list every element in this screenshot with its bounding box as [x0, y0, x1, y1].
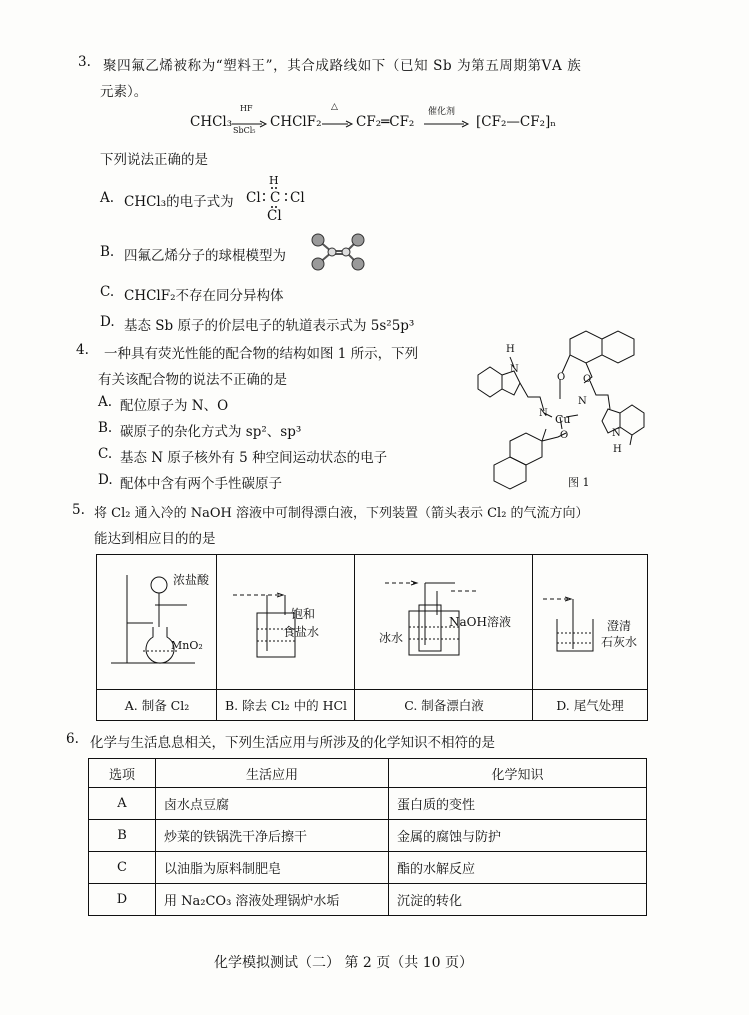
table-cell: 沉淀的转化	[389, 884, 647, 916]
label-limewater: 石灰水	[601, 635, 638, 649]
q3-stem-line2: 元素）。	[100, 84, 148, 100]
q4-option-c-text: 基态 N 原子核外有 5 种空间运动状态的电子	[120, 450, 388, 466]
label-salt-water: 食盐水	[283, 625, 320, 639]
q3-option-d-text: 基态 Sb 原子的价层电子的轨道表示式为 5s²5p³	[124, 318, 415, 334]
ef-c: C	[270, 190, 281, 206]
q4-option-a-text: 配位原子为 N、O	[120, 398, 229, 414]
table-cell: B	[89, 820, 156, 852]
complex-structure-figure	[470, 325, 670, 495]
table-header-row	[89, 759, 647, 788]
caption-b: B. 除去 Cl₂ 中的 HCl	[224, 698, 348, 713]
q3-stem-line1: 聚四氟乙烯被称为“塑料王”，其合成路线如下（已知 Sb 为第五周期第ⅤA 族	[103, 58, 582, 74]
fig1-atom-n-indole-top: N	[510, 364, 519, 375]
apparatus-b-drawing	[217, 555, 355, 689]
table-cell: 炒菜的铁锅洗干净后擦干	[156, 820, 389, 852]
q3-option-a-label: A.	[100, 190, 115, 206]
q4-option-d-text: 配体中含有两个手性碳原子	[120, 476, 282, 492]
route-arrow3	[424, 120, 470, 128]
q3-number: 3.	[78, 54, 91, 70]
q3-option-b-text: 四氟乙烯分子的球棍模型为	[124, 248, 286, 264]
table-row	[89, 852, 647, 884]
table-row	[89, 884, 647, 916]
q4-option-a-label: A.	[98, 394, 113, 410]
fig1-atom-o-top: O	[557, 372, 566, 383]
q6-number: 6.	[66, 731, 79, 747]
route-mid: CHClF₂	[270, 114, 322, 130]
q6-stem: 化学与生活息息相关，下列生活应用与所涉及的化学知识不相符的是	[90, 735, 495, 751]
table-cell: 金属的腐蚀与防护	[389, 820, 647, 852]
table-cell: 卤水点豆腐	[156, 788, 389, 820]
route-arrow2	[322, 120, 354, 128]
table-cell: C	[89, 852, 156, 884]
table-cell: 以油脂为原料制肥皂	[156, 852, 389, 884]
fig1-atom-h-top: H	[506, 344, 515, 355]
q4-stem-line1: 一种具有荧光性能的配合物的结构如图 1 所示，下列	[104, 346, 419, 362]
ef-cl-bottom: Cl	[267, 208, 282, 224]
table-cell: 酯的水解反应	[389, 852, 647, 884]
table-row	[89, 820, 647, 852]
label-mno2: MnO₂	[171, 639, 203, 652]
q4-stem-line2: 有关该配合物的说法不正确的是	[98, 372, 287, 388]
table-row	[89, 788, 647, 820]
route-arrow2-top: △	[331, 102, 338, 112]
route-start: CHCl₃	[190, 114, 233, 130]
label-conc-hcl: 浓盐酸	[173, 573, 210, 587]
q5-number: 5.	[72, 502, 85, 518]
q4-number: 4.	[76, 342, 89, 358]
route-mid2: CF₂═CF₂	[356, 114, 415, 130]
label-saturated: 饱和	[291, 607, 316, 621]
page-footer: 化学模拟测试（二） 第 2 页（共 10 页）	[214, 955, 473, 971]
fig1-atom-o-bottom: O	[560, 430, 569, 441]
fig1-atom-o-top2: O	[583, 374, 592, 385]
fig1-metal: Cu	[555, 413, 571, 426]
q3-option-a-text: CHCl₃的电子式为	[124, 194, 234, 210]
fig1-atom-h-bottom: H	[613, 444, 622, 455]
route-arrow3-top: 催化剂	[428, 107, 456, 117]
route-arrow1-top: HF	[240, 104, 253, 113]
fig1-atom-n-indole-bottom: N	[612, 428, 621, 439]
table-cell: 用 Na₂CO₃ 溶液处理锅炉水垢	[156, 884, 389, 916]
q4-option-b-label: B.	[98, 420, 113, 436]
q3-prompt: 下列说法正确的是	[100, 152, 208, 168]
label-clear: 澄清	[607, 619, 632, 633]
q6-table	[88, 758, 647, 916]
caption-c: C. 制备漂白液	[404, 698, 484, 713]
q4-option-b-text: 碳原子的杂化方式为 sp²、sp³	[120, 424, 302, 440]
table-cell: A	[89, 788, 156, 820]
caption-a: A. 制备 Cl₂	[124, 698, 190, 713]
table-cell: 蛋白质的变性	[389, 788, 647, 820]
q3-option-d-label: D.	[100, 314, 115, 330]
q3-option-c-text: CHClF₂不存在同分异构体	[124, 288, 284, 304]
ball-stick-model	[308, 232, 368, 272]
q3-option-b-label: B.	[100, 244, 115, 260]
q5-stem-line2: 能达到相应目的的是	[94, 531, 216, 547]
route-arrow1	[232, 120, 268, 128]
figure-caption: 图 1	[568, 476, 590, 489]
q4-option-c-label: C.	[98, 446, 113, 462]
route-arrow1-bottom: SbCl₅	[233, 126, 256, 135]
ef-h: H	[269, 174, 279, 187]
apparatus-caption-row	[97, 689, 647, 690]
header-option: 选项	[89, 759, 156, 788]
fig1-atom-n-left: N	[539, 408, 548, 419]
q4-option-d-label: D.	[98, 472, 113, 488]
q3-option-c-label: C.	[100, 284, 115, 300]
label-naoh: NaOH溶液	[449, 615, 511, 629]
electron-dots	[262, 186, 292, 212]
header-chem-knowledge: 化学知识	[389, 759, 647, 788]
header-life-application: 生活应用	[156, 759, 389, 788]
q5-stem-line1: 将 Cl₂ 通入冷的 NaOH 溶液中可制得漂白液，下列装置（箭头表示 Cl₂ 的气流方向）	[94, 506, 589, 521]
route-polymer: [CF₂—CF₂]ₙ	[476, 114, 557, 130]
fig1-atom-n-right: N	[578, 396, 587, 407]
apparatus-table	[96, 554, 648, 721]
table-cell: D	[89, 884, 156, 916]
label-ice-water: 冰水	[379, 631, 404, 645]
ef-cl-right: Cl	[290, 190, 305, 206]
caption-d: D. 尾气处理	[556, 698, 624, 713]
ef-cl-left: Cl	[246, 190, 261, 206]
